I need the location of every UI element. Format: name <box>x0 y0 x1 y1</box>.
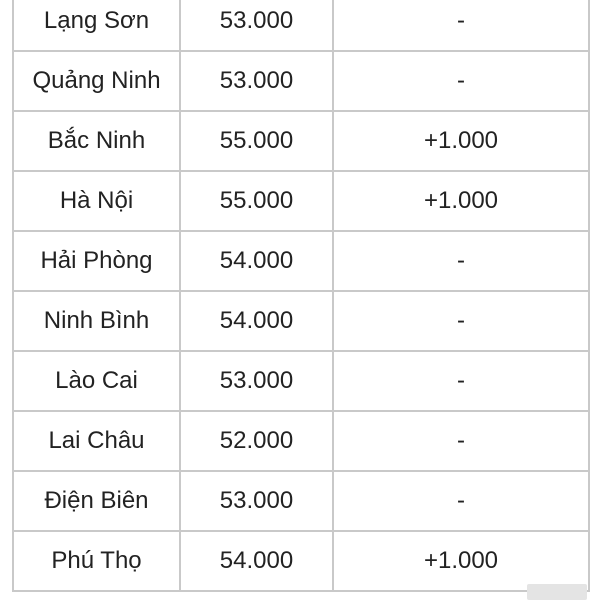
price-cell: 52.000 <box>180 411 333 471</box>
province-cell: Bắc Ninh <box>13 111 180 171</box>
change-cell: +1.000 <box>333 111 589 171</box>
price-cell: 54.000 <box>180 531 333 591</box>
province-cell: Lạng Sơn <box>13 0 180 51</box>
table-row <box>13 171 589 231</box>
scrollbar-thumb[interactable] <box>527 584 587 600</box>
change-cell: - <box>333 231 589 291</box>
change-cell: - <box>333 0 589 51</box>
table-row <box>13 51 589 111</box>
change-cell: - <box>333 411 589 471</box>
table-row <box>13 291 589 351</box>
province-cell: Ninh Bình <box>13 291 180 351</box>
table-row <box>13 531 589 591</box>
change-cell: +1.000 <box>333 171 589 231</box>
change-cell: - <box>333 351 589 411</box>
table-row <box>13 0 589 51</box>
province-cell: Quảng Ninh <box>13 51 180 111</box>
price-table <box>12 0 590 592</box>
price-cell: 55.000 <box>180 171 333 231</box>
table-row <box>13 351 589 411</box>
province-cell: Hà Nội <box>13 171 180 231</box>
change-cell: +1.000 <box>333 531 589 591</box>
price-cell: 53.000 <box>180 0 333 51</box>
price-cell: 54.000 <box>180 231 333 291</box>
table-row <box>13 231 589 291</box>
table-row <box>13 411 589 471</box>
change-cell: - <box>333 51 589 111</box>
price-cell: 54.000 <box>180 291 333 351</box>
price-cell: 55.000 <box>180 111 333 171</box>
price-cell: 53.000 <box>180 471 333 531</box>
province-cell: Lào Cai <box>13 351 180 411</box>
province-cell: Điện Biên <box>13 471 180 531</box>
province-cell: Hải Phòng <box>13 231 180 291</box>
table-row <box>13 111 589 171</box>
price-cell: 53.000 <box>180 351 333 411</box>
table-row <box>13 471 589 531</box>
price-cell: 53.000 <box>180 51 333 111</box>
change-cell: - <box>333 471 589 531</box>
province-cell: Phú Thọ <box>13 531 180 591</box>
change-cell: - <box>333 291 589 351</box>
province-cell: Lai Châu <box>13 411 180 471</box>
